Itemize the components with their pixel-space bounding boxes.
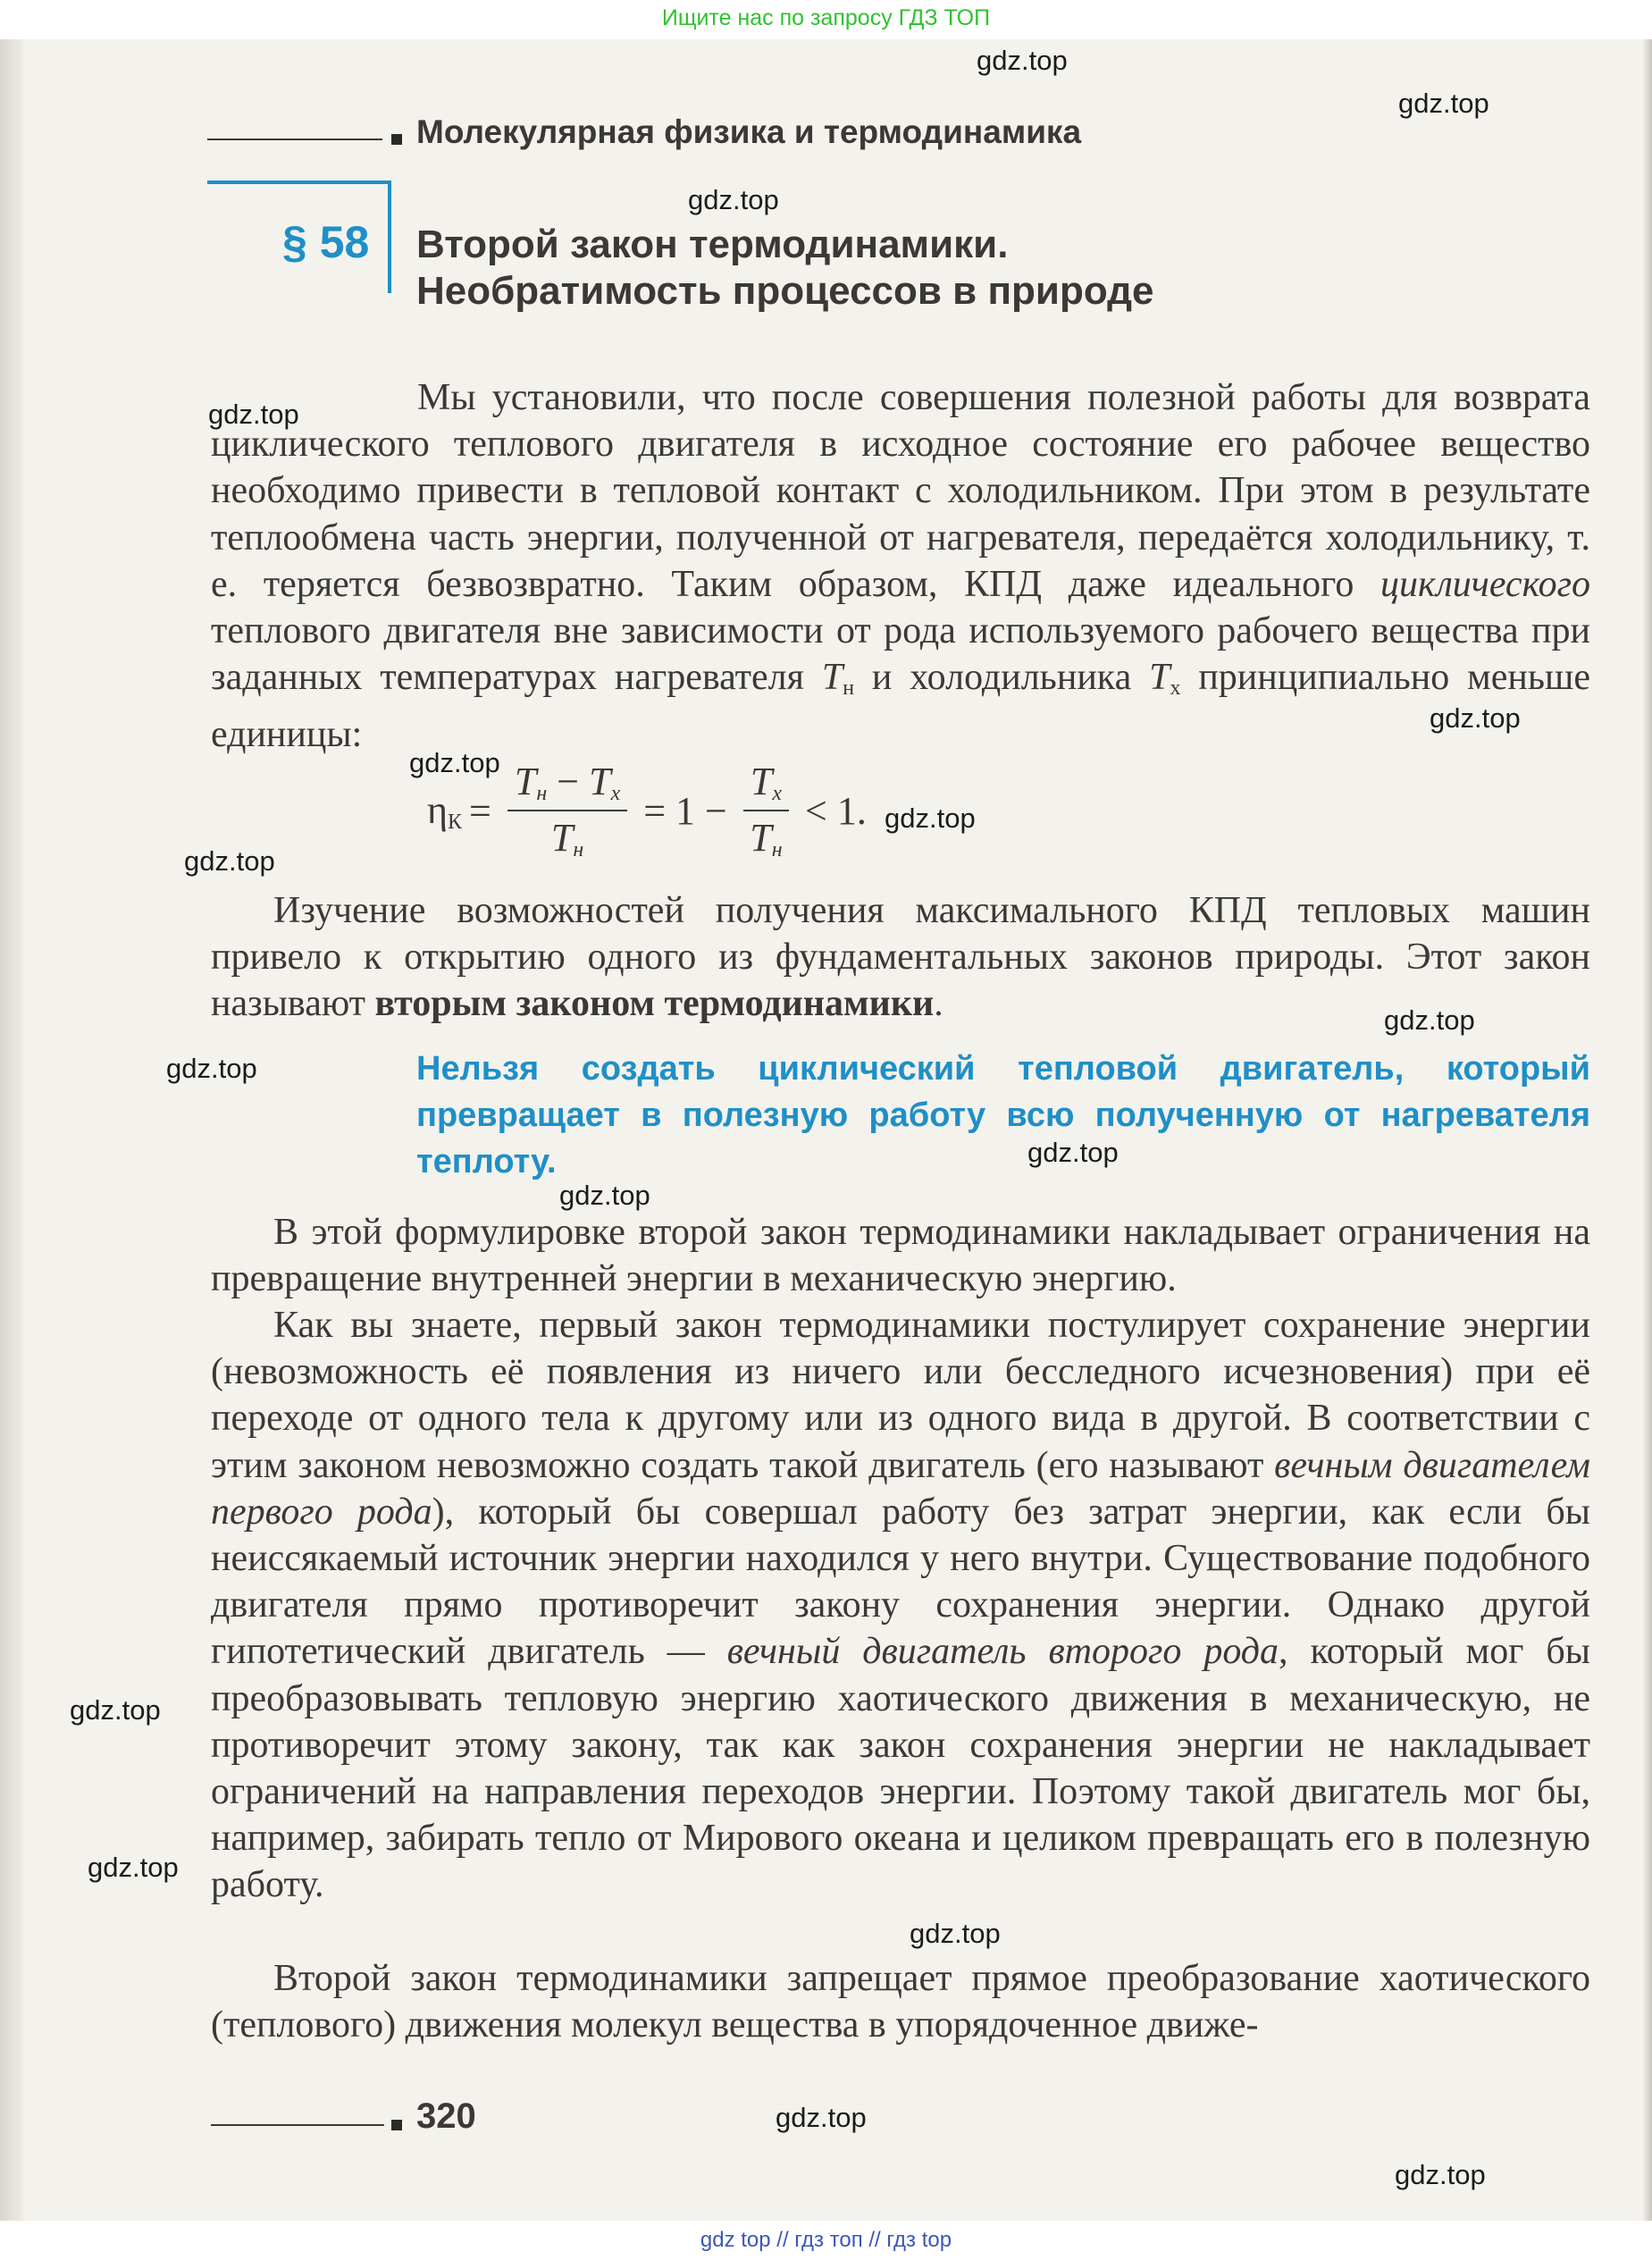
- num-minus: −: [547, 760, 590, 803]
- f2-num-t: T: [750, 760, 773, 803]
- p1-italic: циклического: [1380, 563, 1590, 605]
- fraction-1-numerator: [507, 759, 627, 811]
- watermark: gdz.top: [910, 1918, 1001, 1949]
- p2-bold-term: вторым законом термодинамики: [374, 983, 935, 1025]
- watermark: gdz.top: [1395, 2159, 1486, 2190]
- formula-eta-sub: К: [448, 810, 463, 834]
- fraction-2-denominator: [750, 811, 782, 862]
- watermark: gdz.top: [559, 1180, 650, 1211]
- formula-eta-symbol: η: [427, 787, 449, 832]
- p1-text-c: и холодильника: [854, 657, 1150, 699]
- p4-text-b: ), который бы совершал работу без затрат энергии, как если бы неиссякаемый источник энергии находился у него внутри. Существование подобного двигателя прямо противоречит закону сохранения энергии. Однако другой гипотетический двигатель —: [211, 1491, 1590, 1673]
- watermark: gdz.top: [1398, 88, 1489, 119]
- watermark: gdz.top: [409, 747, 500, 778]
- p1-tx: T: [1149, 657, 1170, 699]
- num-t2-sub: х: [610, 782, 621, 805]
- den-t: T: [550, 816, 574, 860]
- formula-eta: [427, 787, 462, 835]
- watermark: gdz.top: [70, 1694, 161, 1726]
- f2-den-t: T: [750, 816, 772, 860]
- p4-text-c: , который мог бы преобразовывать тепловую энергию хаотического движения в механическую, не противоречит этому закону, так как закон сохранения энергии не накладывает ограничений на направления переходов энергии. Поэтому такой двигатель мог бы, например, забирать тепло от Мирового океана и целиком превращать его в полезную работу.: [211, 1631, 1590, 1906]
- watermark: gdz.top: [1027, 1137, 1119, 1168]
- second-law-statement: Нельзя создать циклический тепловой двигатель, который превращает в полезную работу всю полученную от нагревателя теплоту.: [416, 1050, 1590, 1180]
- p4-text-a: Как вы знаете, первый закон термодинамики постулирует сохранение энергии (невозможность её появления из ничего или бесследного исчезновения) при её переходе от одного тела к другому или из одного вида в другой. В соответствии с этим законом невозможно создать такой двигатель (его называют: [211, 1305, 1590, 1486]
- watermark: gdz.top: [88, 1852, 179, 1883]
- f2-num-sub: х: [772, 782, 782, 805]
- p1-tx-sub: х: [1170, 676, 1181, 701]
- watermark: gdz.top: [977, 45, 1068, 76]
- p4-italic-2: вечный двигатель второго рода: [726, 1631, 1279, 1673]
- page-footer-square-icon: [391, 2120, 402, 2130]
- page-right-edge: [1643, 0, 1652, 2260]
- page-number: 320: [416, 2096, 476, 2136]
- bottom-banner[interactable]: gdz top // гдз топ // гдз top: [0, 2221, 1652, 2260]
- p1-text-a: Мы установили, что после совершения полезной работы для возврата циклического теплового двигателя в исходное состояние его рабочее вещество необходимо привести в тепловой контакт с холодильником. При этом в результате теплообмена часть энергии, полученной от нагревателя, передаётся холодильнику, т. е. теряется безвозвратно. Таким образом, КПД даже идеального: [211, 377, 1590, 605]
- p1-th: T: [821, 657, 843, 699]
- num-t1: T: [514, 760, 537, 803]
- f2-den-sub: н: [771, 838, 783, 861]
- fraction-2-numerator: [743, 759, 789, 811]
- watermark: gdz.top: [885, 802, 976, 834]
- p1-text-b: теплового двигателя вне зависимости от рода используемого рабочего вещества при заданных температурах нагревателя: [211, 610, 1590, 699]
- p5-text: Второй закон термодинамики запрещает прямое преобразование хаотического (теплового) движения молекул вещества в упорядоченное движе-: [211, 1958, 1590, 2046]
- paragraph-3: [211, 1209, 1590, 1302]
- watermark: gdz.top: [166, 1053, 257, 1084]
- watermark: gdz.top: [776, 2102, 867, 2133]
- section-title: [416, 222, 1154, 315]
- p1-th-sub: н: [843, 676, 855, 701]
- running-head: [207, 113, 1081, 152]
- formula-fraction-1: [507, 759, 627, 862]
- running-head-rule: [207, 139, 382, 140]
- paragraph-5: [211, 1955, 1590, 2048]
- watermark: gdz.top: [1384, 1004, 1475, 1036]
- p2-text-a: Изучение возможностей получения максимального КПД тепловых машин привело к открытию одного из фундаментальных законов природы. Этот закон называют: [211, 890, 1590, 1025]
- p3-text: В этой формулировке второй закон термодинамики накладывает ограничения на превращение внутренней энергии в механическую энергию.: [211, 1212, 1590, 1300]
- formula-fraction-2: [743, 759, 789, 862]
- top-banner[interactable]: Ищите нас по запросу ГДЗ ТОП: [0, 0, 1652, 39]
- fraction-1-denominator: [551, 811, 583, 862]
- watermark: gdz.top: [184, 845, 275, 877]
- formula-equals: =: [469, 788, 491, 833]
- paragraph-4: [211, 1302, 1590, 1909]
- watermark: gdz.top: [1430, 702, 1521, 734]
- running-head-square-icon: [391, 134, 402, 145]
- formula-less-than-one: < 1.: [805, 788, 867, 833]
- page-left-edge: [0, 0, 23, 2260]
- num-t1-sub: н: [536, 782, 548, 805]
- running-head-text: Молекулярная физика и термодинамика: [416, 113, 1082, 150]
- section-title-line-1: Второй закон термодинамики.: [416, 223, 1009, 266]
- page-footer-rule: [211, 2124, 384, 2126]
- den-t-sub: н: [573, 838, 584, 861]
- p2-text-b: .: [934, 983, 943, 1025]
- page-footer: [211, 2094, 476, 2138]
- section-title-line-2: Необратимость процессов в природе: [416, 269, 1154, 313]
- paragraph-1: [211, 374, 1590, 759]
- watermark: gdz.top: [688, 184, 779, 215]
- p1-text-d: принципиально меньше единицы:: [211, 657, 1590, 756]
- num-t2: T: [589, 760, 611, 803]
- p4-italic-1: вечным двигателем первого рода: [211, 1444, 1590, 1533]
- watermark: gdz.top: [208, 399, 299, 430]
- section-number: § 58: [282, 217, 370, 267]
- formula-one-minus: = 1 −: [643, 788, 727, 833]
